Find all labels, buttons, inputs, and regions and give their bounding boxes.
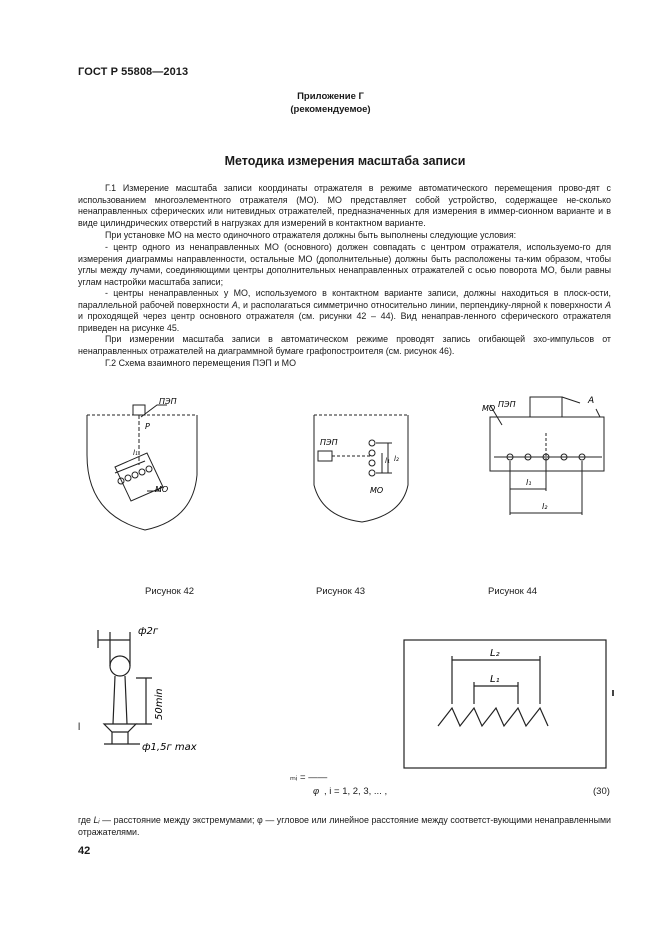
fig44-a-label: A [588, 396, 595, 406]
figure-43 [312, 405, 412, 530]
figure-46 [400, 638, 618, 773]
fig45-length-label: 50min [154, 688, 165, 720]
paragraph-g2: Г.2 Схема взаимного перемещения ПЭП и МО [105, 358, 296, 368]
fig44-mo-label: МО [482, 404, 496, 413]
paragraph-conditions: При установке МО на место одиночного отражателя должны быть выполнены следующие условия: [105, 230, 517, 240]
fig44-pep-label: ПЭП [498, 400, 516, 409]
section-title: Методика измерения масштаба записи [224, 154, 466, 168]
side-mark: l [78, 722, 81, 733]
figure-45 [90, 618, 240, 758]
caption-figure-44: Рисунок 44 [488, 586, 538, 597]
page-number: 42 [78, 845, 91, 857]
fig44-l2-label: l₂ [542, 502, 548, 511]
figure-42 [85, 395, 215, 535]
formula-lhs: ₘᵢ = —— [290, 772, 328, 783]
fig43-mo-label: МО [370, 486, 384, 495]
fig45-max-diameter-label: ф1,5г max [142, 742, 197, 753]
fig43-pep-label: ПЭП [320, 438, 338, 447]
caption-figure-42: Рисунок 42 [145, 586, 195, 597]
formula-indices: , i = 1, 2, 3, ... , [324, 786, 388, 797]
formula-number: (30) [593, 786, 610, 797]
fig42-mo-label: МО [155, 485, 169, 494]
caption-figure-43: Рисунок 43 [316, 586, 366, 597]
fig44-l1-label: l₁ [526, 478, 532, 487]
paragraph-auto-mode: При измерении масштаба записи в автоматическом режиме проводят запись огибающей эхо-импульсов от ненаправленных отражателей на диаграммной бумаге графопостроителя (см. рисунок 46). [78, 334, 611, 356]
appendix-label: Приложение Г [297, 91, 364, 102]
paragraph-condition-1: - центр одного из ненаправленных МО (основного) должен совпадать с центром отражателя, используемо-го для измерения диаграммы направленности, остальные МО (дополнительные) должны быть расположены та-ким образом, чтобы углы между лучами, соединяющими центры дополнительных ненаправленных отражателей с осью поворота МО, были равны углам настройки масштаба записи; [78, 242, 611, 287]
fig45-diameter-label: ф2г [138, 626, 159, 637]
fig46-l2-label: L₂ [490, 648, 500, 659]
figure-44 [480, 385, 610, 525]
margin-mark [612, 690, 614, 696]
formula-denominator: φ [313, 786, 320, 797]
fig46-l1-label: L₁ [490, 674, 500, 685]
fig43-l1-label: l₁ [385, 457, 390, 465]
fig42-pep-label: ПЭП [159, 397, 177, 406]
fig42-l-label: l₁ [133, 449, 138, 457]
paragraph-condition-2: - центры ненаправленных у МО, используемого в контактном варианте записи, должны находиться в плоск-ости, параллельной рабочей поверхности А, и располагаться симметрично относительно линии, перпендику-лярной к поверхности А и проходящей через центр основного отражателя (см. рисунки 42 – 44). Вид ненаправ-ленного сферического отражателя приведен на рисунке 45. [78, 288, 611, 333]
appendix-type: (рекомендуемое) [290, 104, 371, 115]
paragraph-g1: Г.1 Измерение масштаба записи координаты отражателя в режиме автоматического перемещения прово-дят с использованием многоэлементного отражателя (МО). МО представляет собой устройство, содержащее не-сколько ненаправленных сферических или нитевидных отражателей, предназначенных для измерения в иммер-сионном варианте и в виде цилиндрических отверстий в нагрузках для измерений в контактном варианте. [78, 183, 611, 228]
standard-code: ГОСТ Р 55808—2013 [78, 66, 189, 78]
fig42-p-label: P [145, 422, 150, 431]
paragraph-where: где Lᵢ — расстояние между экстремумами; φ — угловое или линейное расстояние между соответст-вующими ненаправленными отражателями. [78, 815, 612, 837]
fig43-l2-label: l₂ [394, 455, 399, 463]
